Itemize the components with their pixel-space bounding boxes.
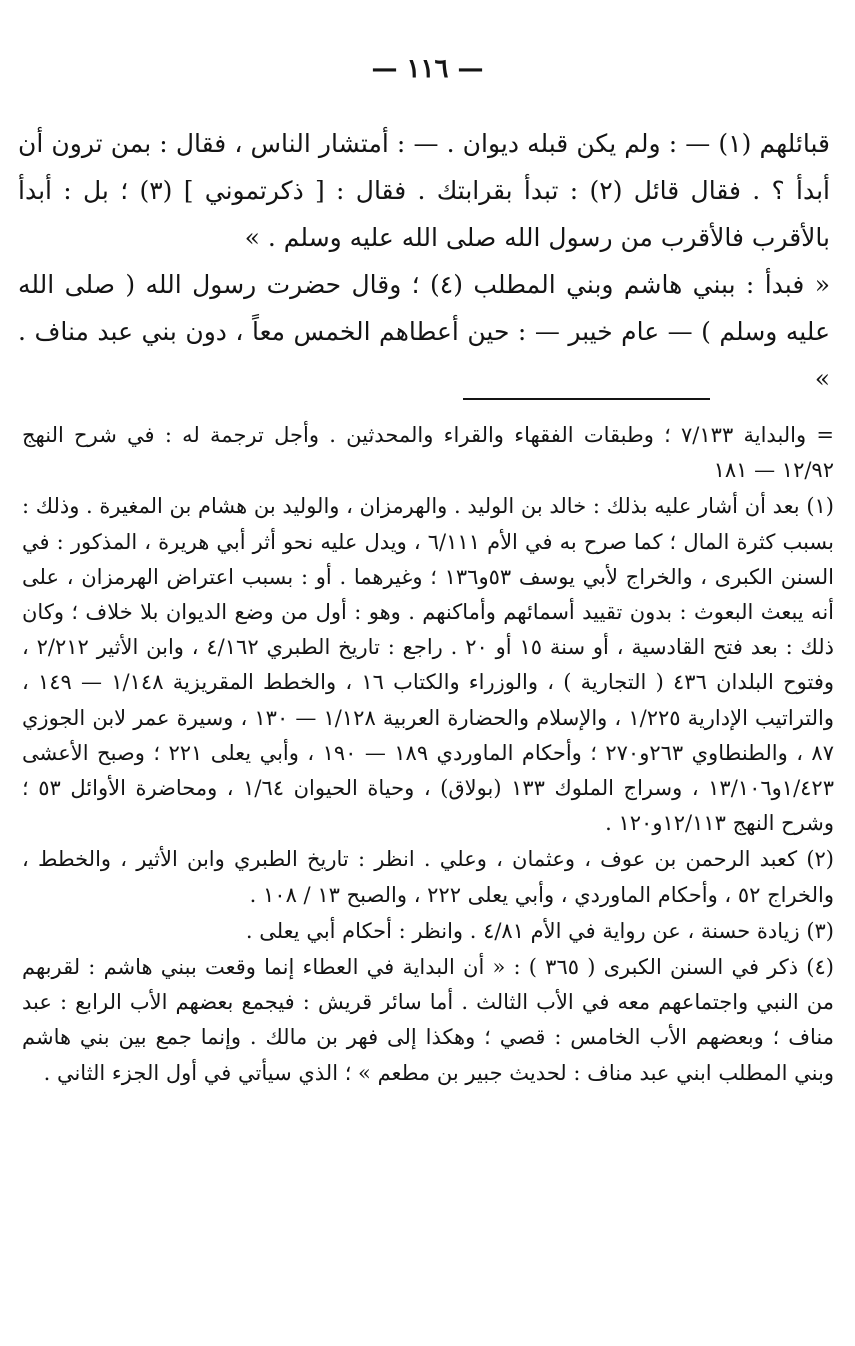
footnote-1: (١) بعد أن أشار عليه بذلك : خالد بن الوليد . والهرمزان ، والوليد بن هشام بن المغيرة . وذلك : بسبب كثرة المال ؛ كما صرح به في الأم ٦/١١١ ، ويدل عليه نحو أثر أبي هريرة ، المذكور : في السنن الكبرى ، والخراج لأبي يوسف ٥٣و١٣٦ ؛ وغيرهما . أو : بسبب اعتراض الهرمزان ، على أنه يبعث البعوث : بدون تقييد أسمائهم وأماكنهم . وهو : أول من وضع الديوان بلا خلاف ؛ وكان ذلك : بعد فتح القادسية ، أو سنة ١٥ أو ٢٠ . راجع : تاريخ الطبري ٤/١٦٢ ، وابن الأثير ٢/٢١٢ ، وفتوح البلدان ٤٣٦ ( التجارية ) ، والوزراء والكتاب ١٦ ، والخطط المقريزية ١/١٤٨ — ١٤٩ ، والتراتيب الإدارية ١/٢٢٥ ، والإسلام والحضارة العربية ١/١٢٨ — ١٣٠ ، وسيرة عمر لابن الجوزي ٨٧ ، والطنطاوي ٢٦٣و٢٧٠ ؛ وأحكام الماوردي ١٨٩ — ١٩٠ ، وأبي يعلى ٢٢١ ؛ وصبح الأعشى ١/٤٢٣و١٣/١٠٦ ، وسراج الملوك ١٣٣ (بولاق) ، وحياة الحيوان ١/٦٤ ، ومحاضرة الأوائل ٥٣ ؛ وشرح النهج ١٢/١١٣و١٢٠ . [22,494,835,836]
footnote-2: (٢) كعبد الرحمن بن عوف ، وعثمان ، وعلي . انظر : تاريخ الطبري وابن الأثير ، والخطط ، والخراج ٥٢ ، وأحكام الماوردي ، وأبي يعلى ٢٢٢ ، والصبح ١٣ / ١٠٨ . [22,847,834,907]
footnote-3: (٣) زيادة حسنة ، عن رواية في الأم ٤/٨١ . وانظر : أحكام أبي يعلى . [245,918,834,943]
footnote-continuation: = والبداية ٧/١٣٣ ؛ وطبقات الفقهاء والقراء والمحدثين . وأجل ترجمة له : في شرح النهج ١٢/٩٢ — ١٨١ [22,423,834,483]
main-paragraph: قبائلهم (١) — : ولم يكن قبله ديوان . — : أمتشار الناس ، فقال : بمن ترون أن أبدأ ؟ . فقال قائل (٢) : تبدأ بقرابتك . فقال : [ ذكرتموني ] (٣) ؛ بل : أبدأ بالأقرب فالأقرب من رسول الله صلى الله عليه وسلم . » [18,129,831,252]
main-text [18,120,830,402]
footnote-4: (٤) ذكر في السنن الكبرى ( ٣٦٥ ) : « أن البداية في العطاء إنما وقعت ببني هاشم : لقربهم من النبي واجتماعهم معه في الأب الثالث . أما سائر قريش : فيجمع بعضهم الأب الرابع : عبد مناف ؛ وبعضهم الأب الخامس : قصي ؛ وهكذا إلى فهر بن مالك . وإنما جمع بين بني هاشم وبني المطلب ابني عبد مناف : لحديث جبير بن مطعم » ؛ الذي سيأتي في أول الجزء الثاني . [22,955,834,1085]
page-number: — ١١٦ — [371,54,484,84]
footnote-divider [463,398,710,400]
main-paragraph: « فبدأ : ببني هاشم وبني المطلب (٤) ؛ وقال حضرت رسول الله ( صلى الله عليه وسلم ) — عام خيبر — : حين أعطاهم الخمس معاً ، دون بني عبد مناف . » [18,270,830,393]
footnotes [22,418,834,1091]
